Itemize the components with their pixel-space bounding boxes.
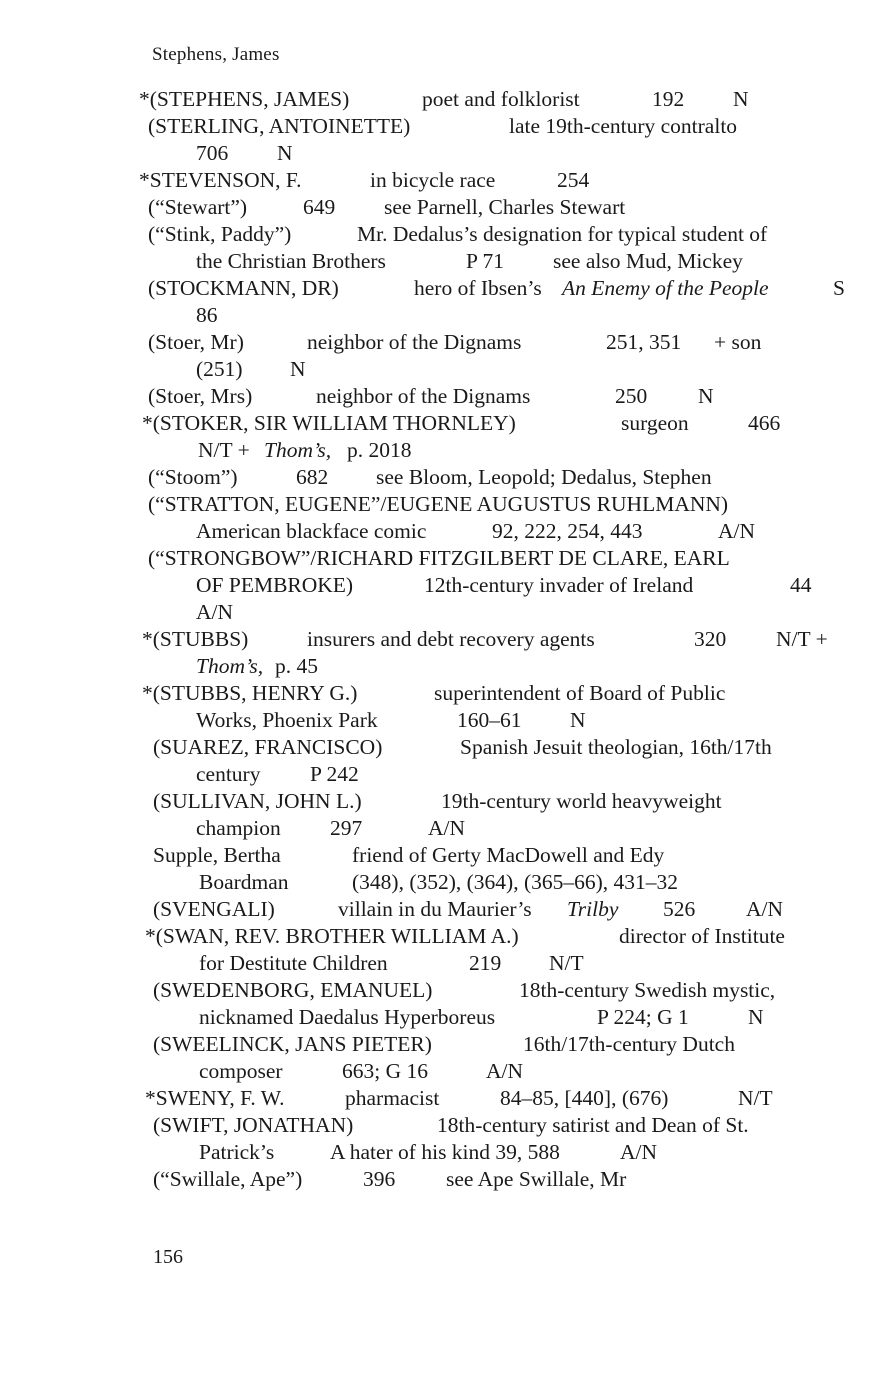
entry-text: composer [199, 1059, 283, 1083]
index-line [0, 167, 893, 194]
index-line [0, 194, 893, 221]
entry-text: Trilby [567, 897, 619, 921]
index-line [0, 950, 893, 977]
entry-text: 44 [790, 573, 812, 597]
entry-text: p. 2018 [347, 438, 412, 462]
entry-text: (“Stink, Paddy”) [148, 222, 292, 246]
entry-text: OF PEMBROKE) [196, 573, 354, 597]
index-line [0, 545, 893, 572]
entry-text: *SWENY, F. W. [145, 1086, 285, 1110]
entry-text: *(STEPHENS, JAMES) [139, 87, 350, 111]
entry-text: (STERLING, ANTOINETTE) [148, 114, 411, 138]
index-line [0, 113, 893, 140]
entry-text: An Enemy of the People [562, 276, 769, 300]
entry-text: 19th-century world heavyweight [441, 789, 722, 813]
running-header: Stephens, James [152, 44, 280, 65]
index-line [0, 707, 893, 734]
index-line [0, 356, 893, 383]
entry-text: S [833, 276, 845, 300]
index-line [0, 1004, 893, 1031]
entry-text: neighbor of the Dignams [316, 384, 531, 408]
entry-text: N [748, 1005, 764, 1029]
page-number: 156 [153, 1246, 183, 1268]
entry-text: P 224; G 1 [597, 1005, 689, 1029]
entry-text: see Parnell, Charles Stewart [384, 195, 626, 219]
entry-text: N [733, 87, 749, 111]
entry-text: A/N [196, 600, 234, 624]
entry-text: (SWEDENBORG, EMANUEL) [153, 978, 433, 1002]
entry-text: Thom’s, [196, 654, 264, 678]
entry-text: 526 [663, 897, 696, 921]
index-line [0, 869, 893, 896]
index-line [0, 140, 893, 167]
index-line [0, 491, 893, 518]
entry-text: 250 [615, 384, 648, 408]
entry-text: 219 [469, 951, 502, 975]
entry-text: (Stoer, Mrs) [148, 384, 253, 408]
entry-text: 649 [303, 195, 336, 219]
entry-text: N [290, 357, 306, 381]
entry-text: A/N [486, 1059, 524, 1083]
entry-text: surgeon [621, 411, 689, 435]
index-line [0, 248, 893, 275]
entry-text: late 19th-century contralto [509, 114, 738, 138]
entry-text: N/T [738, 1086, 773, 1110]
index-line [0, 86, 893, 113]
entry-text: (Stoer, Mr) [148, 330, 244, 354]
entry-text: superintendent of Board of Public [434, 681, 726, 705]
entry-text: 706 [196, 141, 229, 165]
index-line [0, 302, 893, 329]
entry-text: champion [196, 816, 281, 840]
entry-text: 320 [694, 627, 727, 651]
entry-text: Spanish Jesuit theologian, 16th/17th [460, 735, 772, 759]
entry-text: *(STUBBS, HENRY G.) [142, 681, 358, 705]
entry-text: Supple, Bertha [153, 843, 281, 867]
entry-text: P 71 [466, 249, 505, 273]
entry-text: (SUAREZ, FRANCISCO) [153, 735, 383, 759]
index-line [0, 788, 893, 815]
index-line [0, 896, 893, 923]
entry-text: (“Stoom”) [148, 465, 238, 489]
entry-text: Works, Phoenix Park [196, 708, 378, 732]
entry-text: 18th-century Swedish mystic, [519, 978, 776, 1002]
index-line [0, 1058, 893, 1085]
entry-text: 682 [296, 465, 329, 489]
entry-text: (SWIFT, JONATHAN) [153, 1113, 354, 1137]
entry-text: 160–61 [457, 708, 522, 732]
entry-text: 92, 222, 254, 443 [492, 519, 643, 543]
entry-text: 297 [330, 816, 363, 840]
entry-text: poet and folklorist [422, 87, 580, 111]
entry-text: 251, 351 [606, 330, 682, 354]
entry-text: A hater of his kind 39, 588 [330, 1140, 560, 1164]
index-line [0, 221, 893, 248]
entry-text: A/N [746, 897, 784, 921]
index-line [0, 1085, 893, 1112]
entry-text: (“STRATTON, EUGENE”/EUGENE AUGUSTUS RUHLMANN) [148, 492, 729, 516]
entry-text: Boardman [199, 870, 289, 894]
index-line [0, 329, 893, 356]
entry-text: N [277, 141, 293, 165]
entry-text: p. 45 [275, 654, 318, 678]
index-line [0, 1112, 893, 1139]
index-line [0, 842, 893, 869]
entry-text: see also Mud, Mickey [553, 249, 743, 273]
entry-text: for Destitute Children [199, 951, 388, 975]
entry-text: N [570, 708, 586, 732]
entry-text: 663; G 16 [342, 1059, 428, 1083]
entry-text: N/T + [198, 438, 250, 462]
entry-text: 16th/17th-century Dutch [523, 1032, 735, 1056]
index-line [0, 410, 893, 437]
entry-text: century [196, 762, 261, 786]
entry-text: friend of Gerty MacDowell and Edy [352, 843, 665, 867]
index-line [0, 680, 893, 707]
entry-text: A/N [718, 519, 756, 543]
entry-text: 254 [557, 168, 590, 192]
entry-text: Thom’s, [264, 438, 332, 462]
entry-text: (251) [196, 357, 243, 381]
entry-text: villain in du Maurier’s [338, 897, 532, 921]
entry-text: 86 [196, 303, 218, 327]
entry-text: see Bloom, Leopold; Dedalus, Stephen [376, 465, 712, 489]
entry-text: *(STUBBS) [142, 627, 249, 651]
index-line [0, 599, 893, 626]
entry-text: neighbor of the Dignams [307, 330, 522, 354]
entry-text: P 242 [310, 762, 359, 786]
index-line [0, 977, 893, 1004]
entry-text: (“STRONGBOW”/RICHARD FITZGILBERT DE CLARE, EARL [148, 546, 730, 570]
entry-text: 466 [748, 411, 781, 435]
entry-text: (SWEELINCK, JANS PIETER) [153, 1032, 432, 1056]
entry-text: in bicycle race [370, 168, 496, 192]
entry-text: A/N [428, 816, 466, 840]
entry-text: 84–85, [440], (676) [500, 1086, 669, 1110]
index-entries [0, 86, 893, 1193]
entry-text: (“Swillale, Ape”) [153, 1167, 303, 1191]
entry-text: 192 [652, 87, 685, 111]
entry-text: Mr. Dedalus’s designation for typical student of [357, 222, 768, 246]
index-line [0, 923, 893, 950]
index-line [0, 437, 893, 464]
entry-text: (SVENGALI) [153, 897, 275, 921]
index-line [0, 518, 893, 545]
entry-text: Patrick’s [199, 1140, 275, 1164]
entry-text: (STOCKMANN, DR) [148, 276, 339, 300]
entry-text: (348), (352), (364), (365–66), 431–32 [352, 870, 679, 894]
entry-text: *(STOKER, SIR WILLIAM THORNLEY) [142, 411, 516, 435]
index-line [0, 1031, 893, 1058]
entry-text: (“Stewart”) [148, 195, 248, 219]
entry-text: (SULLIVAN, JOHN L.) [153, 789, 362, 813]
index-line [0, 1166, 893, 1193]
entry-text: insurers and debt recovery agents [307, 627, 595, 651]
index-line [0, 1139, 893, 1166]
index-line [0, 464, 893, 491]
index-line [0, 626, 893, 653]
index-line [0, 275, 893, 302]
entry-text: 12th-century invader of Ireland [424, 573, 694, 597]
entry-text: 396 [363, 1167, 396, 1191]
entry-text: *(SWAN, REV. BROTHER WILLIAM A.) [145, 924, 519, 948]
entry-text: + son [714, 330, 762, 354]
entry-text: the Christian Brothers [196, 249, 386, 273]
entry-text: N/T [549, 951, 584, 975]
entry-text: nicknamed Daedalus Hyperboreus [199, 1005, 496, 1029]
index-line [0, 653, 893, 680]
index-line [0, 815, 893, 842]
entry-text: N [698, 384, 714, 408]
entry-text: see Ape Swillale, Mr [446, 1167, 627, 1191]
entry-text: director of Institute [619, 924, 785, 948]
entry-text: N/T + [776, 627, 828, 651]
index-line [0, 572, 893, 599]
entry-text: American blackface comic [196, 519, 427, 543]
index-line [0, 734, 893, 761]
entry-text: A/N [620, 1140, 658, 1164]
entry-text: 18th-century satirist and Dean of St. [437, 1113, 749, 1137]
entry-text: hero of Ibsen’s [414, 276, 542, 300]
index-line [0, 761, 893, 788]
entry-text: *STEVENSON, F. [139, 168, 302, 192]
index-line [0, 383, 893, 410]
entry-text: pharmacist [345, 1086, 440, 1110]
